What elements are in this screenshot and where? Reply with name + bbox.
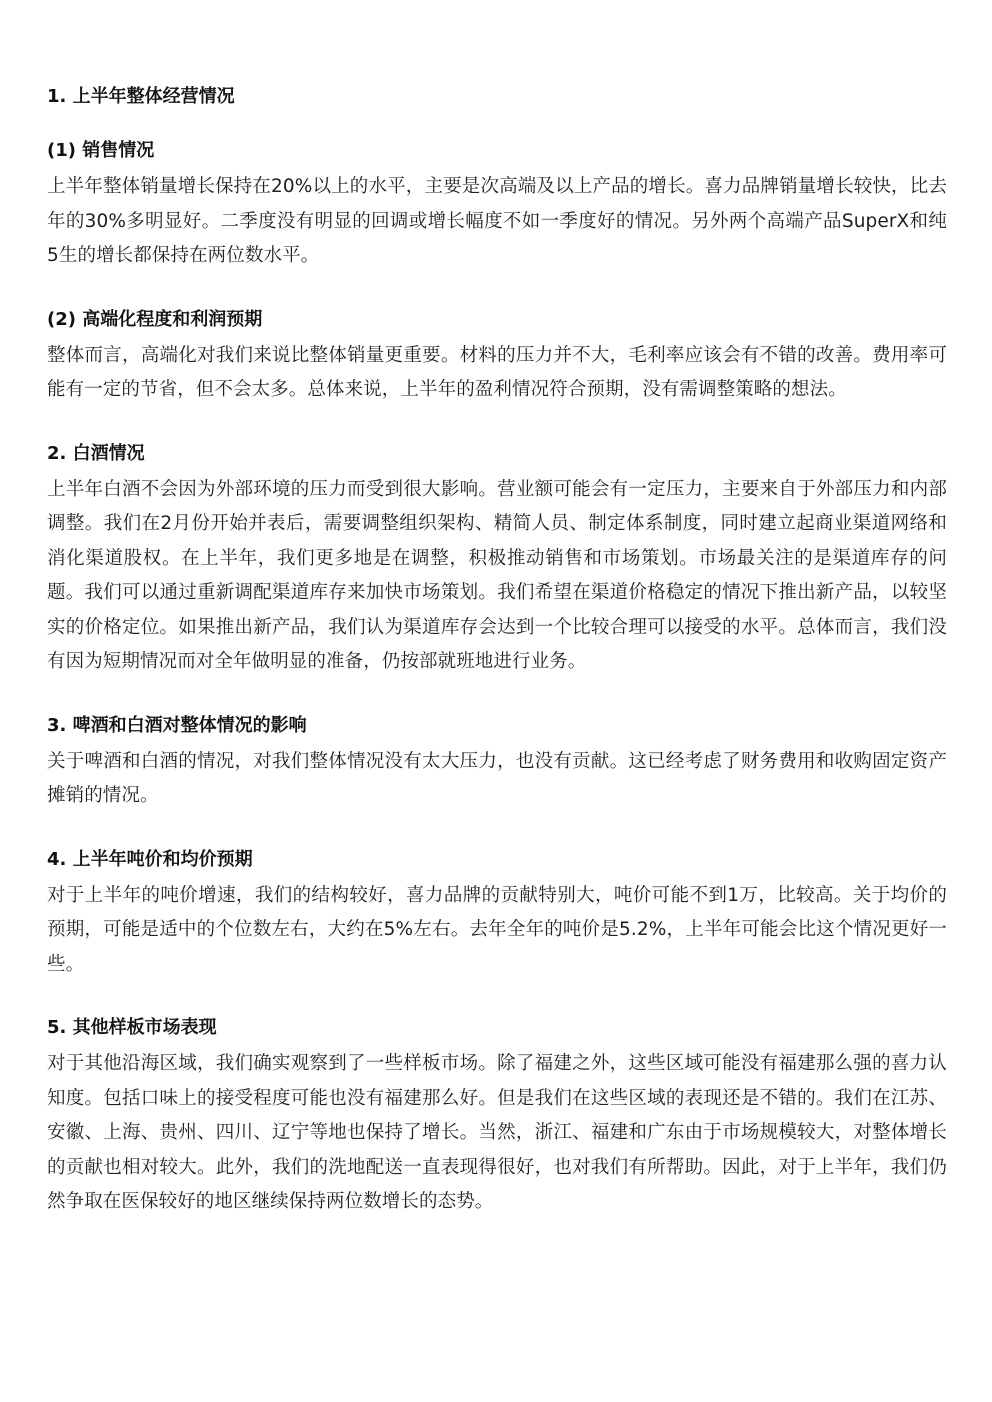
spacer (47, 112, 947, 136)
section-body-beer-baijiu-impact: 关于啤酒和白酒的情况，对我们整体情况没有太大压力，也没有贡献。这已经考虑了财务费用和收购固定资产摊销的情况。 (47, 750, 947, 806)
spacer (47, 680, 947, 711)
section-sample-markets (47, 1013, 947, 1220)
section-sales (47, 136, 947, 274)
spacer (47, 982, 947, 1013)
section-heading-sales: (1) 销售情况 (47, 140, 155, 161)
section-body-sales: 上半年整体销量增长保持在20%以上的水平，主要是次高端及以上产品的增长。喜力品牌销量增长较快，比去年的30%多明显好。二季度没有明显的回调或增长幅度不如一季度好的情况。另外两个高端产品SuperX和纯5生的增长都保持在两位数水平。 (47, 176, 947, 266)
section-body-baijiu: 上半年白酒不会因为外部环境的压力而受到很大影响。营业额可能会有一定压力，主要来自于外部压力和内部调整。我们在2月份开始并表后，需要调整组织架构、精简人员、制定体系制度，同时建立起商业渠道网络和消化渠道股权。在上半年，我们更多地是在调整，积极推动销售和市场策划。市场最关注的是渠道库存的问题。我们可以通过重新调配渠道库存来加快市场策划。我们希望在渠道价格稳定的情况下推出新产品，以较坚实的价格定位。如果推出新产品，我们认为渠道库存会达到一个比较合理可以接受的水平。总体而言，我们没有因为短期情况而对全年做明显的准备，仍按部就班地进行业务。 (47, 478, 947, 672)
section-body-price-expectation: 对于上半年的吨价增速，我们的结构较好，喜力品牌的贡献特别大，吨价可能不到1万，比较高。关于均价的预期，可能是适中的个位数左右，大约在5%左右。去年全年的吨价是5.2%，上半年可能会比这个情况更好一些。 (47, 884, 947, 975)
spacer (47, 814, 947, 845)
document-page (47, 82, 947, 1220)
section-heading-beer-baijiu-impact: 3. 啤酒和白酒对整体情况的影响 (47, 714, 307, 736)
spacer (47, 408, 947, 439)
section-price-expectation (47, 845, 947, 983)
section-body-sample-markets: 对于其他沿海区域，我们确实观察到了一些样板市场。除了福建之外，这些区域可能没有福建那么强的喜力认知度。包括口味上的接受程度可能也没有福建那么好。但是我们在这些区域的表现还是不错的。我们在江苏、安徽、上海、贵州、四川、辽宁等地也保持了增长。当然，浙江、福建和广东由于市场规模较大，对整体增长的贡献也相对较大。此外，我们的洗地配送一直表现得很好，也对我们有所帮助。因此，对于上半年，我们仍然争取在医保较好的地区继续保持两位数增长的态势。 (47, 1053, 947, 1212)
section-heading-price-expectation: 4. 上半年吨价和均价预期 (47, 848, 253, 870)
section-baijiu (47, 439, 947, 680)
spacer (47, 274, 947, 305)
section-beer-baijiu-impact (47, 711, 947, 814)
section-body-premium-profit: 整体而言，高端化对我们来说比整体销量更重要。材料的压力并不大，毛利率应该会有不错的改善。费用率可能有一定的节省，但不会太多。总体来说，上半年的盈利情况符合预期，没有需调整策略的想法。 (47, 344, 947, 400)
section-heading-sample-markets: 5. 其他样板市场表现 (47, 1017, 217, 1038)
section-premium-profit (47, 305, 947, 408)
section-heading-baijiu: 2. 白酒情况 (47, 442, 145, 464)
section-heading-premium-profit: (2) 高端化程度和利润预期 (47, 308, 263, 330)
section-title-overall: 1. 上半年整体经营情况 (47, 86, 235, 107)
